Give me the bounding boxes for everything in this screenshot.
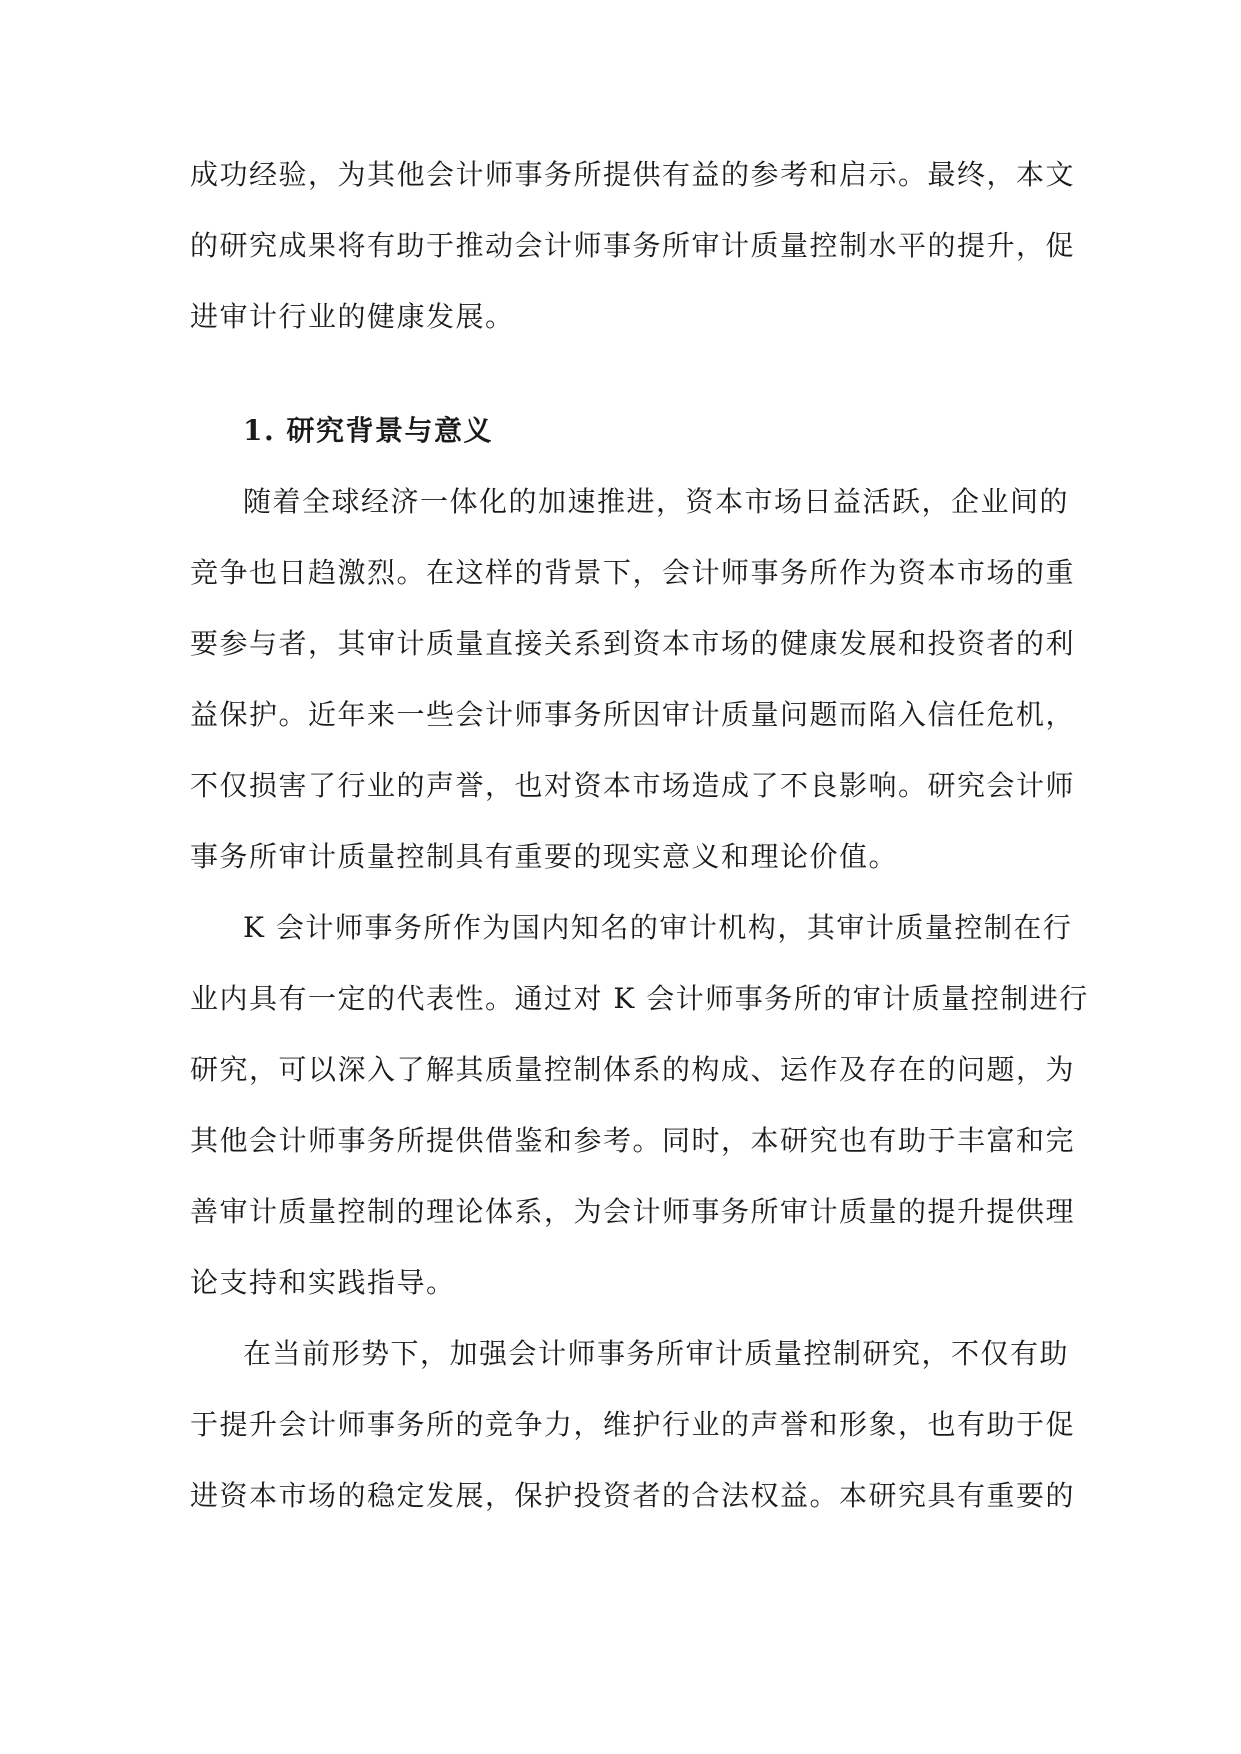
section-heading: 1. 研究背景与意义 [243,414,493,447]
text-line: 在当前形势下，加强会计师事务所审计质量控制研究，不仅有助 [243,1337,1070,1370]
text-line: 论支持和实践指导。 [190,1266,456,1299]
text-line: 竞争也日趋激烈。在这样的背景下，会计师事务所作为资本市场的重 [190,556,1076,589]
text-line: 其他会计师事务所提供借鉴和参考。同时，本研究也有助于丰富和完 [190,1124,1076,1157]
text-line: 研究，可以深入了解其质量控制体系的构成、运作及存在的问题，为 [190,1053,1076,1086]
text-line: 益保护。近年来一些会计师事务所因审计质量问题而陷入信任危机， [190,698,1076,731]
text-line: 的研究成果将有助于推动会计师事务所审计质量控制水平的提升，促 [190,229,1076,262]
text-line: 进资本市场的稳定发展，保护投资者的合法权益。本研究具有重要的 [190,1479,1076,1512]
text-line: 业内具有一定的代表性。通过对 K 会计师事务所的审计质量控制进行 [190,982,1089,1015]
text-line: 事务所审计质量控制具有重要的现实意义和理论价值。 [190,840,899,873]
text-line: 成功经验，为其他会计师事务所提供有益的参考和启示。最终，本文 [190,158,1076,191]
text-line: 进审计行业的健康发展。 [190,300,515,333]
text-line: 随着全球经济一体化的加速推进，资本市场日益活跃，企业间的 [243,485,1070,518]
text-line: K 会计师事务所作为国内知名的审计机构，其审计质量控制在行 [243,911,1073,944]
text-line: 不仅损害了行业的声誉，也对资本市场造成了不良影响。研究会计师 [190,769,1076,802]
text-line: 要参与者，其审计质量直接关系到资本市场的健康发展和投资者的利 [190,627,1076,660]
text-line: 于提升会计师事务所的竞争力，维护行业的声誉和形象，也有助于促 [190,1408,1076,1441]
text-line: 善审计质量控制的理论体系，为会计师事务所审计质量的提升提供理 [190,1195,1076,1228]
